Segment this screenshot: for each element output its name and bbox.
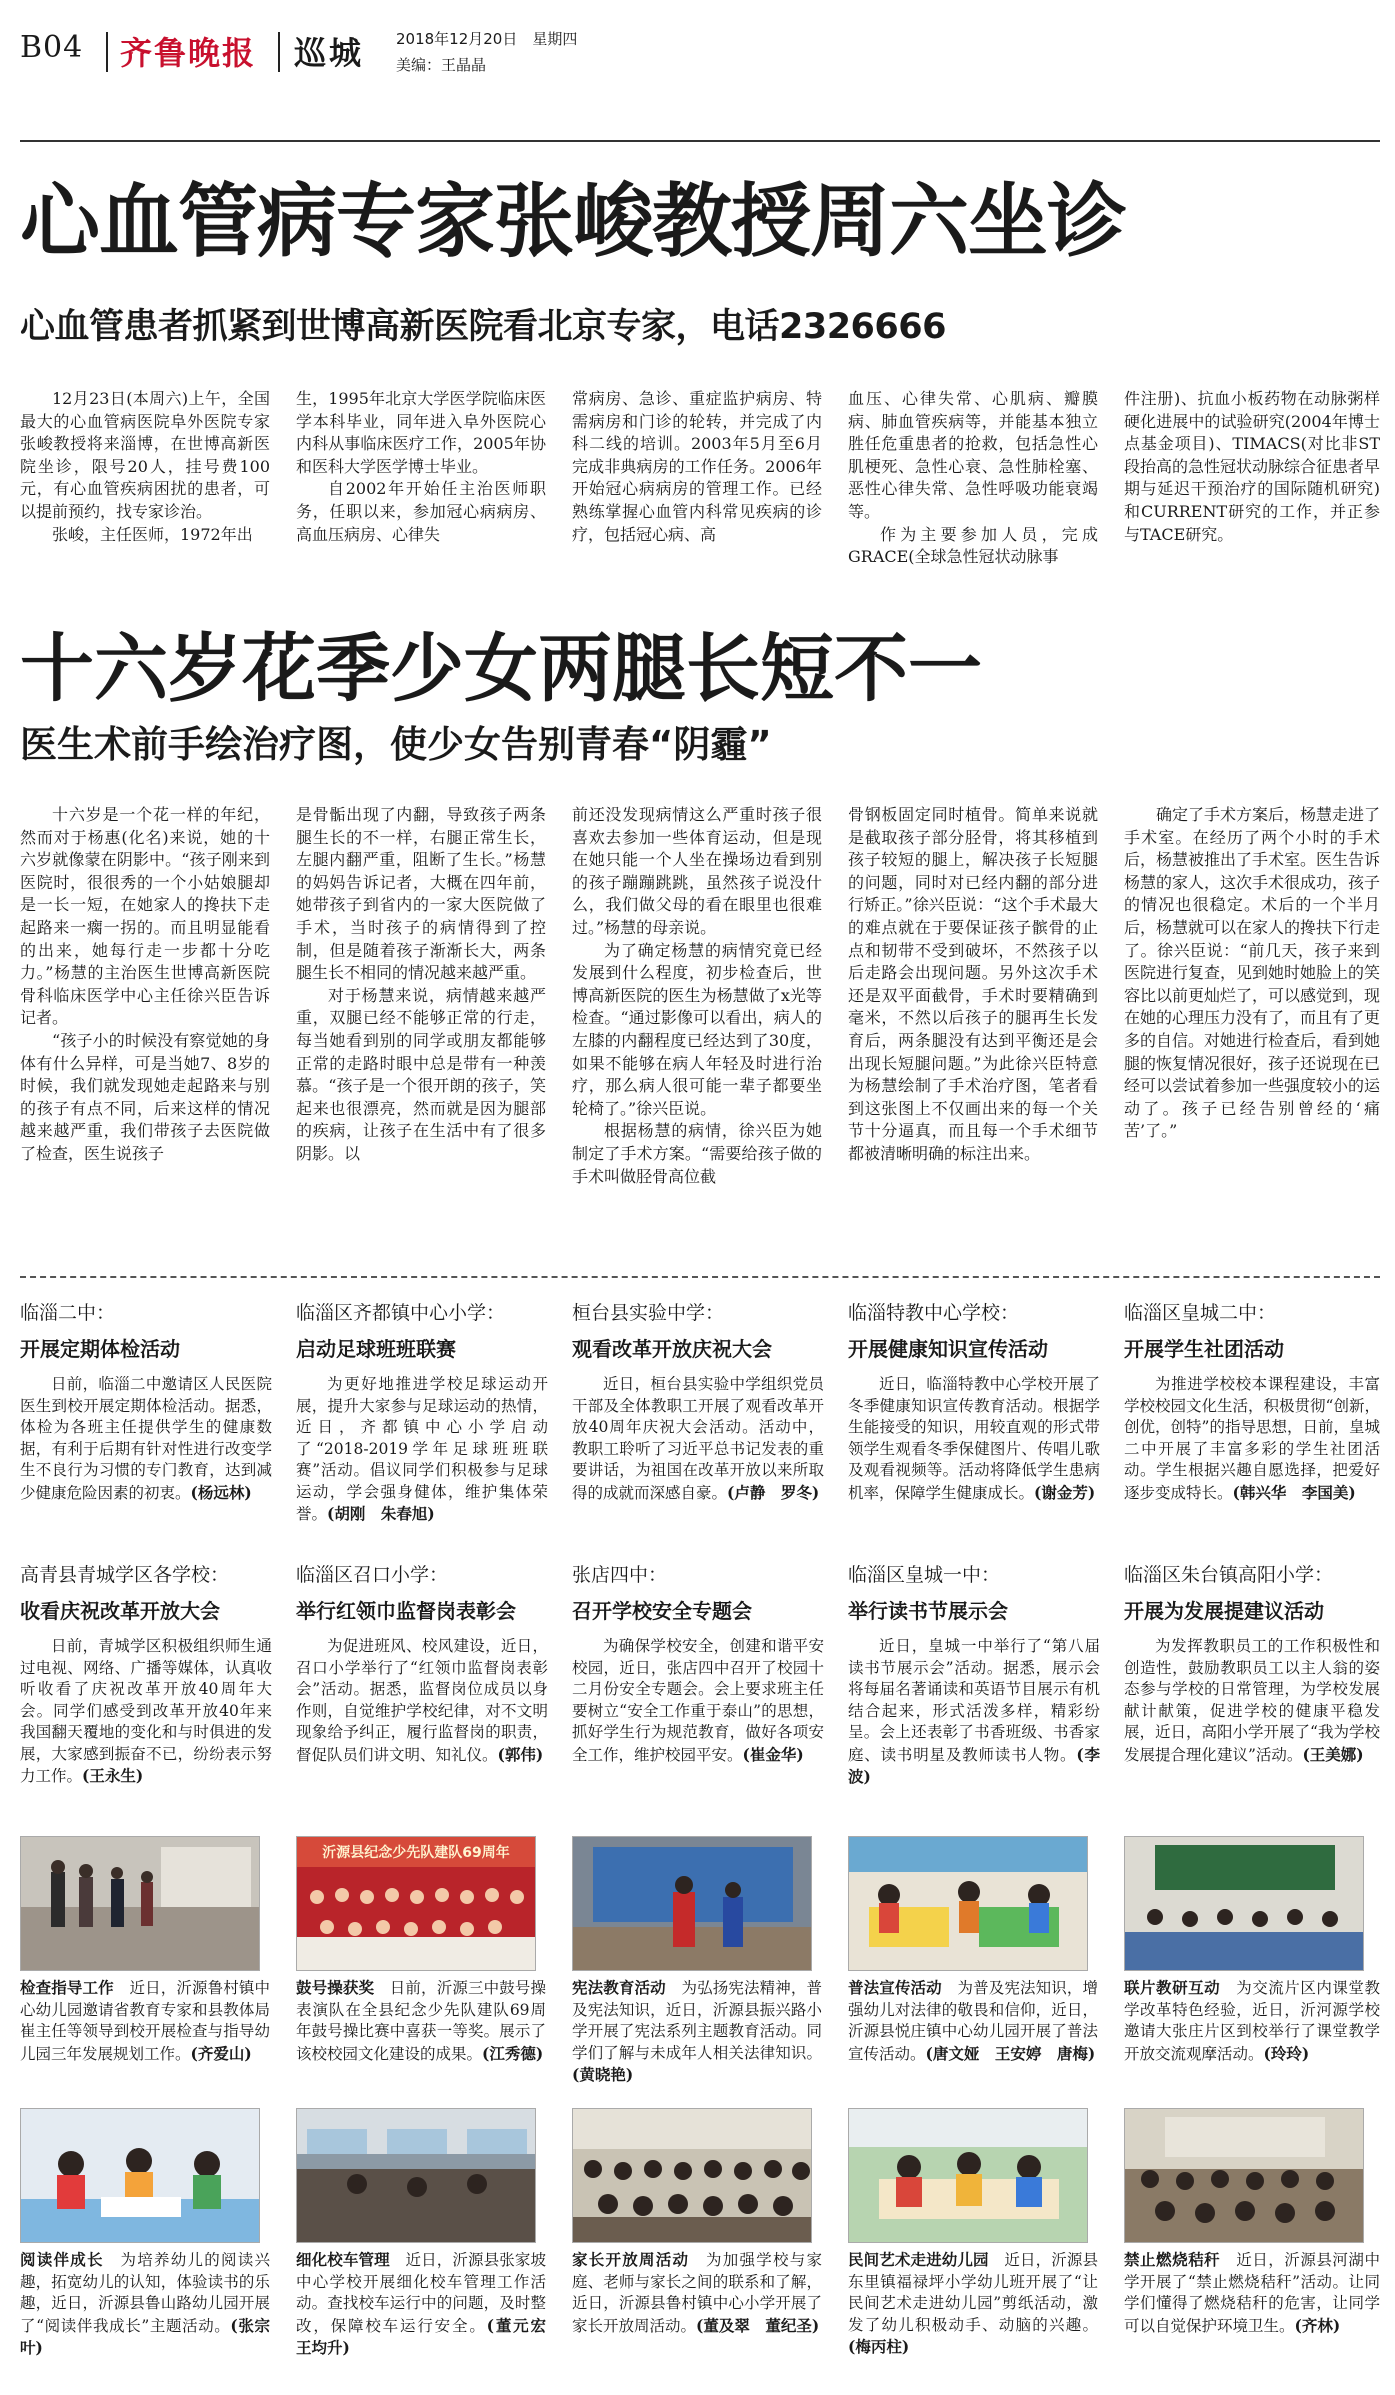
news-photo <box>20 1836 260 1971</box>
news-photo <box>296 1836 536 1971</box>
caption-title: 普法宣传活动 <box>848 1979 942 1997</box>
brief-text: 为促进班风、校风建设，近日，召口小学举行了“红领巾监督岗表彰会”活动。据悉，监督岗位成员以身作则，自觉维护学校纪律，对不文明现象给予纠正，履行监督岗的职责，督促队员们讲文明、知礼仪。 <box>296 1637 548 1764</box>
caption-author: (齐林) <box>1294 2315 1341 2335</box>
brief-author: (谢金芳) <box>1034 1482 1096 1502</box>
caption-author: (董及翠 董纪圣) <box>696 2315 820 2335</box>
brief-text: 日前，临淄二中邀请区人民医院医生到校开展定期体检活动。据悉，体检为各班主任提供学生的健康数据，有利于后期有针对性进行改变学生不良行为习惯的专门教育，达到减少健康危险因素的初衷。 <box>20 1375 272 1502</box>
caption-title: 民间艺术走进幼儿园 <box>848 2251 989 2269</box>
caption-title: 鼓号操获奖 <box>296 1979 375 1997</box>
article1-column-4: 血压、心律失常、心肌病、瓣膜病、肺血管疾病等，并能基本独立胜任危重患者的抢救，包括急性心肌梗死、急性心衰、急性肺栓塞、恶性心律失常、急性呼吸功能衰竭等。 作为主要参加人员，完成GRACE(全球急性冠状动脉事 <box>848 389 1098 567</box>
caption-title: 联片教研互动 <box>1124 1979 1221 1997</box>
brief-item <box>296 1298 548 1544</box>
brief-text: 为发挥教职员工的工作积极性和创造性，鼓励教职员工以主人翁的姿态参与学校的日常管理，为学校发展献计献策，促进学校的健康平稳发展，近日，高阳小学开展了“我为学校发展提合理化建议”活动。 <box>1124 1637 1380 1764</box>
brief-title: 召开学校安全专题会 <box>572 1599 752 1623</box>
caption-text: 为培养幼儿的阅读兴趣，拓宽幼儿的认知，体验读书的乐趣，近日，沂源县鲁山路幼儿园开展了“阅读伴我成长”主题活动。 <box>20 2251 270 2335</box>
photo-caption <box>1124 2250 1380 2337</box>
caption-author: (玲玲) <box>1263 2043 1310 2063</box>
article1-column-1: 12月23日(本周六)上午，全国最大的心血管病医院阜外医院专家张峻教授将来淄博，在世博高新医院坐诊，限号20人，挂号费100元，有心血管疾病困扰的患者，可以提前预约，找专家诊治。 张峻，主任医师，1972年出 <box>20 389 270 544</box>
brief-item <box>572 1560 824 1818</box>
brief-school: 高青县青城学区各学校： <box>20 1564 230 1586</box>
brief-author: (胡刚 朱春旭) <box>327 1504 435 1523</box>
photo-caption <box>296 1978 546 2065</box>
brief-school: 桓台县实验中学： <box>572 1302 725 1324</box>
photo-caption <box>20 2250 270 2360</box>
brief-text: 近日，皇城一中举行了“第八届读书节展示会”活动。据悉，展示会将每届名著诵读和英语节目展示有机结合起来，形式活泼多样，精彩纷呈。会上还表彰了书香班级、书香家庭、读书明星及教师读书人物。 <box>848 1637 1100 1764</box>
article2-column-1: 十六岁是一个花一样的年纪，然而对于杨惠(化名)来说，她的十六岁就像蒙在阴影中。“孩子刚来到医院时，很很秀的一个小姑娘腿却是一长一短，在她家人的搀扶下走起路来一瘸一拐的。而且明显能看的出来，她每行走一步都十分吃力。”杨慧的主治医生世博高新医院骨科临床医学中心主任徐兴臣告诉记者。 “孩子小的时候没有察觉她的身体有什么异样，可是当她7、8岁的时候，我们就发现她走起路来与别的孩子有点不同，后来这样的情况越来越严重，我们带孩子去医院做了检查，医生说孩子 <box>20 805 270 1163</box>
caption-text: 为弘扬宪法精神，普及宪法知识，近日，沂源县振兴路小学开展了宪法系列主题教育活动。同学们了解与未成年人相关法律知识。 <box>572 1979 822 2062</box>
caption-title: 阅读伴成长 <box>20 2251 104 2269</box>
brief-item <box>20 1298 272 1544</box>
caption-text: 近日，沂源县河湖中学开展了“禁止燃烧秸秆”活动。让同学们懂得了燃烧秸秆的危害，让同学可以自觉保护环境卫生。 <box>1124 2251 1380 2335</box>
issue-date: 2018年12月20日 星期四 <box>396 30 578 48</box>
photo-caption <box>572 1978 822 2087</box>
news-photo <box>296 2108 536 2243</box>
brief-author: (韩兴华 李国美) <box>1232 1482 1356 1502</box>
news-photo <box>848 1836 1088 1971</box>
brief-author: (郭伟) <box>497 1744 544 1764</box>
caption-text: 为加强学校与家庭、老师与家长之间的联系和了解，近日，沂源县鲁村镇中心小学开展了家长开放周活动。 <box>572 2251 822 2335</box>
brief-item <box>20 1560 272 1818</box>
header-rule <box>20 140 1380 142</box>
caption-author: (江秀德) <box>482 2043 544 2063</box>
news-photo <box>1124 1836 1364 1971</box>
caption-text: 近日，沂源县东里镇福禄坪小学幼儿班开展了“让民间艺术走进幼儿园”剪纸活动，激发了幼儿积极动手、动脑的兴趣。 <box>848 2251 1098 2334</box>
article1-headline: 心血管病专家张峻教授周六坐诊 <box>20 175 1126 268</box>
brief-title: 开展学生社团活动 <box>1124 1337 1284 1361</box>
article2-column-2: 是骨骺出现了内翻，导致孩子两条腿生长的不一样，右腿正常生长，左腿内翻严重，阻断了生长。”杨慧的妈妈告诉记者，大概在四年前，她带孩子到省内的一家大医院做了手术，当时孩子的病情得到了控制，但是随着孩子渐渐长大，两条腿生长不相同的情况越来越严重。 对于杨慧来说，病情越来越严重，双腿已经不能够正常的行走，每当她看到别的同学或朋友都能够正常的走路时眼中总是带有一种羡慕。“孩子是一个很开朗的孩子，笑起来也很漂亮，然而就是因为腿部的疾病，让孩子在生活中有了很多阴影。以 <box>296 805 546 1163</box>
brief-text: 为更好地推进学校足球运动开展，提升大家参与足球运动的热情，近日，齐都镇中心小学启动了“2018-2019学年足球班班联赛”活动。倡议同学们积极参与足球运动，学会强身健体，维护集体荣誉。 <box>296 1375 548 1523</box>
article2-subhead: 医生术前手绘治疗图，使少女告别青春“阴霾” <box>20 723 772 766</box>
photo-caption <box>20 1978 270 2065</box>
caption-text: 为交流片区内课堂教学改革特色经验，近日，沂河源学校邀请大张庄片区到校举行了课堂教学开放交流观摩活动。 <box>1124 1979 1380 2063</box>
photo-caption <box>848 2250 1098 2359</box>
brief-title: 举行红领巾监督岗表彰会 <box>296 1599 516 1623</box>
brief-title: 举行读书节展示会 <box>848 1599 1008 1623</box>
article2-column-5: 确定了手术方案后，杨慧走进了手术室。在经历了两个小时的手术后，杨慧被推出了手术室。医生告诉杨慧的家人，这次手术很成功，孩子的情况也很稳定。术后的一个半月后，杨慧就可以在家人的搀扶下行走了。徐兴臣说：“前几天，孩子来到医院进行复查，见到她时她脸上的笑容比以前更灿烂了，可以感觉到，现在她的心理压力没有了，而且有了更多的自信。对她进行检查后，看到她腿的恢复情况很好，孩子还说现在已经可以尝试着参加一些强度较小的运动了。孩子已经告别曾经的‘痛苦’了。” <box>1124 805 1380 1141</box>
brief-title: 开展健康知识宣传活动 <box>848 1337 1048 1361</box>
editor-credit: 美编：王晶晶 <box>396 56 487 74</box>
photo-caption <box>572 2250 822 2337</box>
caption-title: 宪法教育活动 <box>572 1979 666 1997</box>
article2-column-4: 骨钢板固定同时植骨。简单来说就是截取孩子部分胫骨，将其移植到孩子较短的腿上，解决孩子长短腿的问题，同时对已经内翻的部分进行矫正。”徐兴臣说：“这个手术最大的难点就在于要保证孩子髌骨的止点和韧带不受到破坏，不然孩子以后走路会出现问题。另外这次手术还是双平面截骨，手术时要精确到毫米，不然以后孩子的腿再生长发育后，两条腿没有达到平衡还是会出现长短腿问题。”为此徐兴臣特意为杨慧绘制了手术治疗图，笔者看到这张图上不仅画出来的每一个关节十分逼真，而且每一个手术细节都被清晰明确的标注出来。 <box>848 805 1098 1163</box>
section-divider <box>20 1276 1380 1278</box>
section-name: 巡城 <box>294 34 365 72</box>
masthead-divider <box>106 32 108 72</box>
article1-column-5: 件注册)、抗血小板药物在动脉粥样硬化进展中的试验研究(2004年博士点基金项目)、TIMACS(对比非ST段抬高的急性冠状动脉综合征患者早期与延迟干预治疗的国际随机研究)和CURRENT研究的工作，并正参与TACE研究。 <box>1124 389 1380 544</box>
caption-author: (董元宏 王均升) <box>296 2315 562 2357</box>
brief-title: 收看庆祝改革开放大会 <box>20 1599 220 1623</box>
caption-title: 禁止燃烧秸秆 <box>1124 2251 1221 2269</box>
news-photo <box>20 2108 260 2243</box>
newspaper-name: 齐鲁晚报 <box>120 34 257 72</box>
article1-column-3: 常病房、急诊、重症监护病房、特需病房和门诊的轮转，并完成了内科二线的培训。2003年5月至6月完成非典病房的工作任务。2006年开始冠心病病房的管理工作。已经熟练掌握心血管内科常见疾病的诊疗，包括冠心病、高 <box>572 389 822 544</box>
brief-school: 临淄区召口小学： <box>296 1564 449 1586</box>
article2-column-3: 前还没发现病情这么严重时孩子很喜欢去参加一些体育运动，但是现在她只能一个人坐在操场边看到别的孩子蹦蹦跳跳，虽然孩子说没什么，我们做父母的看在眼里也很难过。”杨慧的母亲说。 为了确定杨慧的病情究竟已经发展到什么程度，初步检查后，世博高新医院的医生为杨慧做了x光等检查。“通过影像可以看出，病人的左膝的内翻程度已经达到了30度，如果不能够在病人年轻及时进行治疗，那么病人很可能一辈子都要坐轮椅了。”徐兴臣说。 根据杨慧的病情，徐兴臣为她制定了手术方案。“需要给孩子做的手术叫做胫骨高位截 <box>572 805 822 1186</box>
brief-title: 观看改革开放庆祝大会 <box>572 1337 772 1361</box>
caption-title: 细化校车管理 <box>296 2251 390 2269</box>
caption-title: 家长开放周活动 <box>572 2251 690 2269</box>
article1-subhead: 心血管患者抓紧到世博高新医院看北京专家，电话2326666 <box>20 307 946 347</box>
brief-school: 临淄特教中心学校： <box>848 1302 1020 1324</box>
brief-item <box>296 1560 548 1818</box>
brief-school: 临淄区齐都镇中心小学： <box>296 1302 506 1324</box>
brief-title: 启动足球班班联赛 <box>296 1337 456 1361</box>
brief-author: (王永生) <box>82 1766 144 1785</box>
article1-column-2: 生，1995年北京大学医学院临床医学本科毕业，同年进入阜外医院心内科从事临床医疗工作，2005年协和医科大学医学博士毕业。 自2002年开始任主治医师职务，任职以来，参加冠心病病房、高血压病房、心律失 <box>296 389 546 544</box>
brief-item <box>572 1298 824 1544</box>
brief-author: (卢静 罗冬) <box>727 1482 820 1502</box>
brief-item <box>848 1298 1100 1544</box>
brief-school: 张店四中： <box>572 1564 668 1586</box>
news-photo <box>572 2108 812 2243</box>
brief-title: 开展为发展提建议活动 <box>1124 1599 1324 1623</box>
caption-text: 为普及宪法知识，增强幼儿对法律的敬畏和信仰，近日，沂源县悦庄镇中心幼儿园开展了普法宣传活动。 <box>848 1979 1098 2063</box>
brief-school: 临淄二中： <box>20 1302 116 1324</box>
brief-text: 日前，青城学区积极组织师生通过电视、网络、广播等媒体，认真收听收看了庆祝改革开放40周年大会。同学们感受到改革开放40年来我国翻天覆地的变化和与时俱进的发展，大家感到振奋不已，纷纷表示努力工作。 <box>20 1637 272 1785</box>
brief-item <box>1124 1298 1380 1544</box>
caption-author: (唐文娅 王安婷 唐梅) <box>925 2043 1096 2063</box>
news-photo <box>572 1836 812 1971</box>
brief-author: (李波) <box>848 1744 1100 1786</box>
caption-text: 近日，沂源鲁村镇中心幼儿园邀请省教育专家和县教体局崔主任等领导到校开展检查与指导幼儿园三年发展规划工作。 <box>20 1979 270 2063</box>
masthead-divider <box>278 32 280 72</box>
brief-text: 近日，临淄特教中心学校开展了冬季健康知识宣传教育活动。根据学生能接受的知识，用较直观的形式带领学生观看冬季保健图片、传唱儿歌及观看视频等。活动将降低学生患病机率，保障学生健康成长。 <box>848 1375 1100 1502</box>
article2-headline: 十六岁花季少女两腿长短不一 <box>20 626 982 712</box>
caption-author: (梅丙柱) <box>848 2337 910 2356</box>
photo-caption <box>296 2250 562 2360</box>
brief-text: 近日，桓台县实验中学组织党员干部及全体教职工开展了观看改革开放40周年庆祝大会活动。活动中，教职工聆听了习近平总书记发表的重要讲话，为祖国在改革开放以来所取得的成就而深感自豪。 <box>572 1375 824 1502</box>
brief-school: 临淄区皇城一中： <box>848 1564 1001 1586</box>
brief-author: (王美娜) <box>1302 1744 1364 1764</box>
brief-author: (杨远林) <box>190 1482 252 1502</box>
news-photo <box>1124 2108 1364 2243</box>
caption-text: 近日，沂源县张家坡中心学校开展细化校车管理工作活动。查找校车运行中的问题，及时整改，保障校车运行安全。 <box>296 2251 546 2335</box>
caption-text: 日前，沂源三中鼓号操表演队在全县纪念少先队建队69周年鼓号操比赛中喜获一等奖。展示了该校校园文化建设的成果。 <box>296 1979 546 2063</box>
brief-item <box>848 1560 1100 1818</box>
brief-text: 为推进学校校本课程建设，丰富学校校园文化生活，积极贯彻“创新，创优，创特”的指导思想，日前，皇城二中开展了丰富多彩的学生社团活动。学生根据兴趣自愿选择，把爱好逐步变成特长。 <box>1124 1375 1380 1502</box>
caption-author: (黄晓艳) <box>572 2065 634 2084</box>
photo-caption <box>848 1978 1098 2065</box>
brief-school: 临淄区朱台镇高阳小学： <box>1124 1564 1334 1586</box>
brief-text: 为确保学校安全，创建和谐平安校园，近日，张店四中召开了校园十二月份安全专题会。会上要求班主任要树立“安全工作重于泰山”的思想，抓好学生行为规范教育，做好各项安全工作，维护校园平安。 <box>572 1637 824 1764</box>
brief-title: 开展定期体检活动 <box>20 1337 180 1361</box>
masthead <box>20 22 1380 84</box>
caption-author: (齐爱山) <box>190 2043 252 2063</box>
photo-caption <box>1124 1978 1380 2065</box>
caption-author: (张宗叶) <box>20 2315 270 2357</box>
brief-author: (崔金华) <box>742 1744 804 1764</box>
news-photo <box>848 2108 1088 2243</box>
caption-title: 检查指导工作 <box>20 1979 114 1997</box>
brief-school: 临淄区皇城二中： <box>1124 1302 1277 1324</box>
brief-item <box>1124 1560 1380 1818</box>
page-number: B04 <box>20 30 84 65</box>
photo-banner-text: 沂源县纪念少先队建队69周年 <box>322 1845 510 1861</box>
